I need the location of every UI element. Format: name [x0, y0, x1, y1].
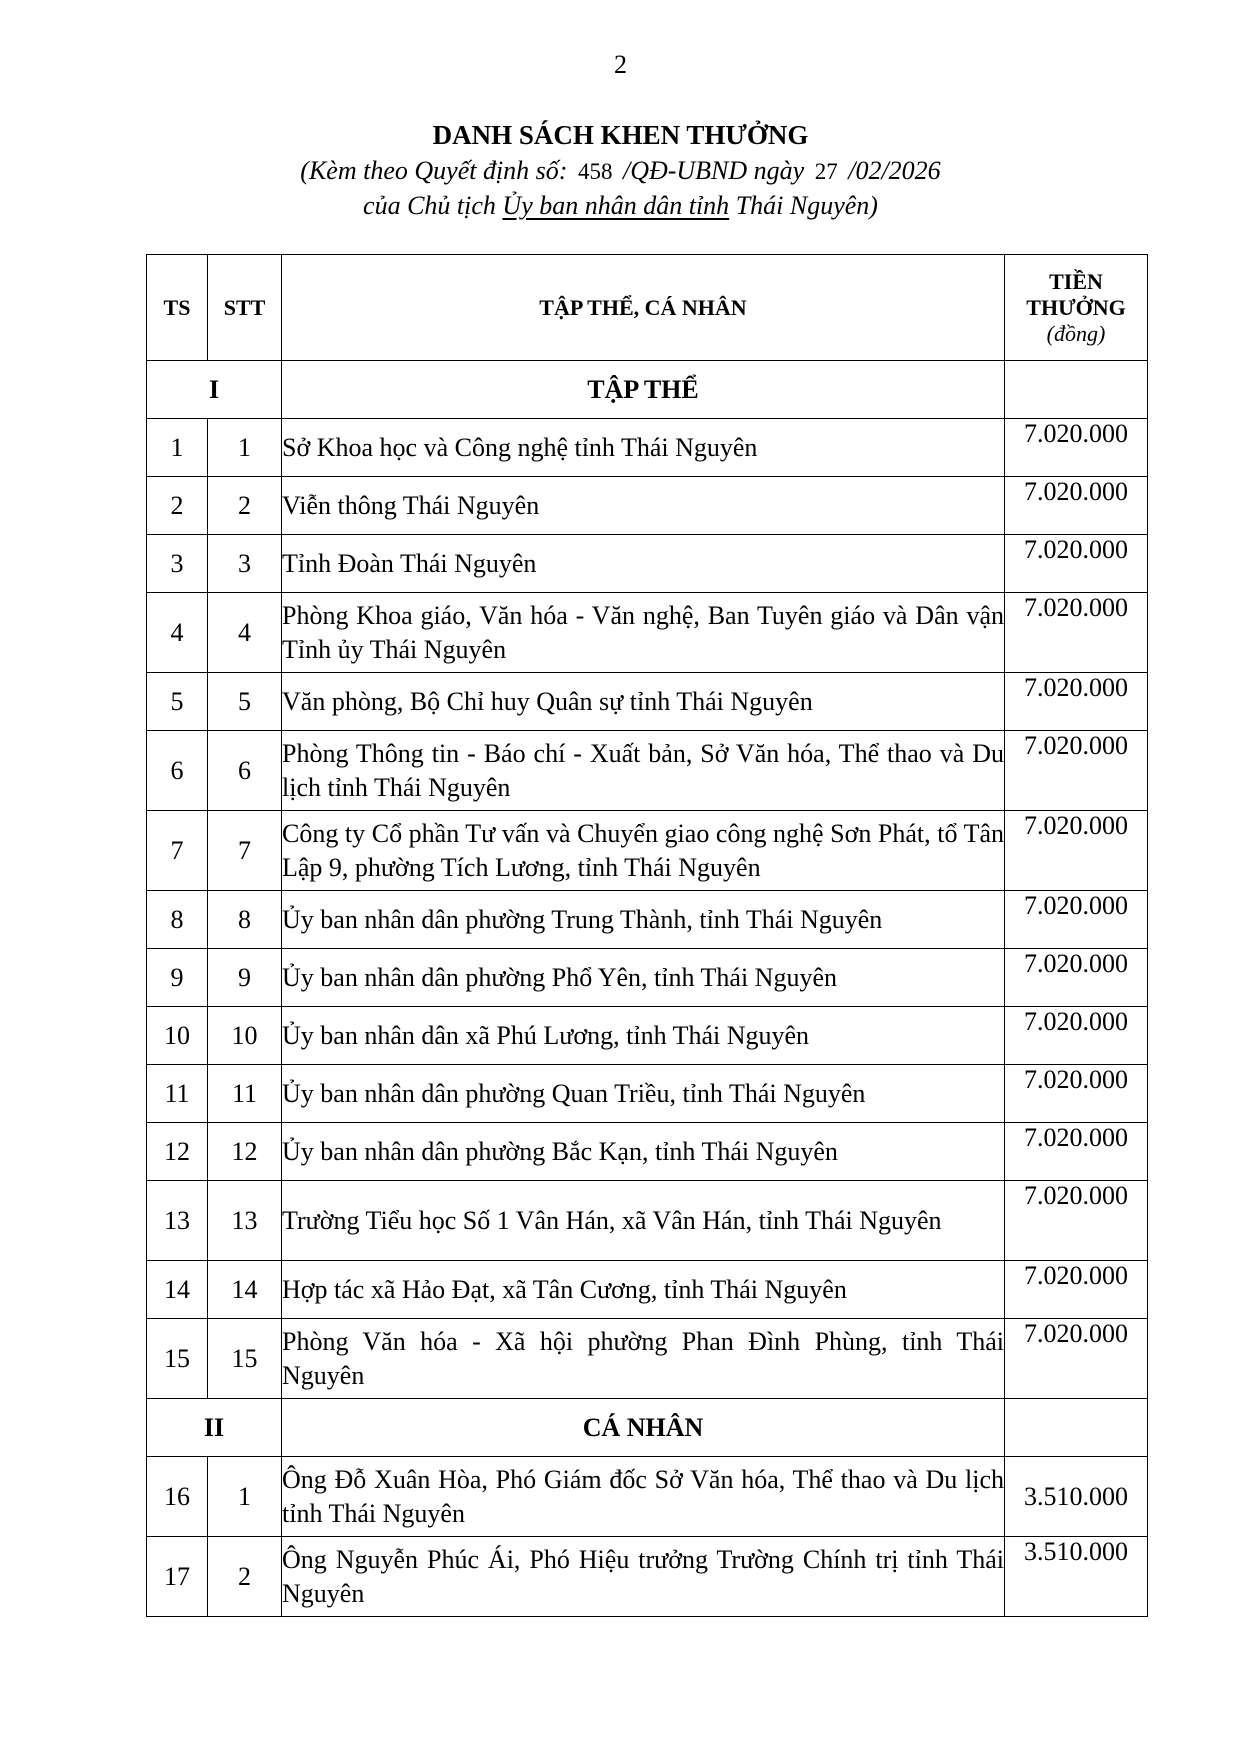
table-row [147, 673, 1148, 731]
row-ts: 16 [147, 1457, 208, 1537]
row-stt: 3 [208, 535, 282, 593]
row-ts: 5 [147, 673, 208, 731]
row-ts: 8 [147, 891, 208, 949]
row-name: Ủy ban nhân dân phường Phổ Yên, tỉnh Thái Nguyên [282, 949, 1005, 1007]
document-subtitle [0, 154, 1241, 223]
row-amount: 3.510.000 [1005, 1537, 1148, 1617]
header-amount-line1: TIỀN [1049, 268, 1103, 294]
header-amount-unit: (đồng) [1046, 320, 1106, 346]
subtitle-text: /02/2026 [848, 156, 941, 185]
row-ts: 14 [147, 1261, 208, 1319]
row-name: Ủy ban nhân dân xã Phú Lương, tỉnh Thái Nguyên [282, 1007, 1005, 1065]
row-amount: 7.020.000 [1005, 419, 1148, 477]
section-roman: I [147, 361, 282, 419]
row-ts: 9 [147, 949, 208, 1007]
page-number: 2 [614, 50, 627, 79]
decision-number: 458 [577, 159, 613, 184]
row-name: Văn phòng, Bộ Chỉ huy Quân sự tỉnh Thái Nguyên [282, 673, 1005, 731]
table-row [147, 891, 1148, 949]
row-amount: 7.020.000 [1005, 1181, 1148, 1261]
header-stt: STT [208, 255, 282, 361]
subtitle-line-1 [0, 154, 1241, 189]
row-amount: 7.020.000 [1005, 811, 1148, 891]
section-title: TẬP THỂ [282, 361, 1005, 419]
row-stt: 7 [208, 811, 282, 891]
row-amount: 7.020.000 [1005, 1319, 1148, 1399]
row-name: Ủy ban nhân dân phường Trung Thành, tỉnh Thái Nguyên [282, 891, 1005, 949]
table-row [147, 731, 1148, 811]
section-amount-empty [1005, 1399, 1148, 1457]
table-row [147, 477, 1148, 535]
table-row [147, 811, 1148, 891]
section-amount-empty [1005, 361, 1148, 419]
row-ts: 10 [147, 1007, 208, 1065]
table-row [147, 1261, 1148, 1319]
row-stt: 11 [208, 1065, 282, 1123]
table-row [147, 1537, 1148, 1617]
subtitle-text: Thái Nguyên) [735, 191, 878, 220]
table-body [147, 361, 1148, 1617]
header-name: TẬP THỂ, CÁ NHÂN [282, 255, 1005, 361]
subtitle-line-2 [0, 189, 1241, 223]
award-table [146, 254, 1148, 1617]
row-ts: 13 [147, 1181, 208, 1261]
table-header-row [147, 255, 1148, 361]
row-amount: 7.020.000 [1005, 1065, 1148, 1123]
table-row [147, 1319, 1148, 1399]
row-amount: 7.020.000 [1005, 673, 1148, 731]
row-name: Trường Tiểu học Số 1 Vân Hán, xã Vân Hán, tỉnh Thái Nguyên [282, 1181, 1005, 1261]
row-name: Phòng Khoa giáo, Văn hóa - Văn nghệ, Ban Tuyên giáo và Dân vận Tỉnh ủy Thái Nguyên [282, 593, 1005, 673]
header-amount-line2: THƯỞNG [1026, 294, 1126, 320]
row-stt: 2 [208, 1537, 282, 1617]
subtitle-text: của Chủ tịch [363, 191, 496, 220]
subtitle-text: (Kèm theo Quyết định số: [300, 156, 568, 185]
table-row [147, 949, 1148, 1007]
row-stt: 5 [208, 673, 282, 731]
row-ts: 1 [147, 419, 208, 477]
table-row [147, 1065, 1148, 1123]
row-stt: 1 [208, 1457, 282, 1537]
header-ts: TS [147, 255, 208, 361]
section-title: CÁ NHÂN [282, 1399, 1005, 1457]
row-name: Ủy ban nhân dân phường Quan Triều, tỉnh Thái Nguyên [282, 1065, 1005, 1123]
table-row [147, 1457, 1148, 1537]
row-ts: 12 [147, 1123, 208, 1181]
header-amount [1005, 255, 1148, 361]
row-amount: 7.020.000 [1005, 731, 1148, 811]
row-stt: 6 [208, 731, 282, 811]
section-row [147, 361, 1148, 419]
section-roman: II [147, 1399, 282, 1457]
row-ts: 11 [147, 1065, 208, 1123]
row-amount: 7.020.000 [1005, 1007, 1148, 1065]
row-stt: 13 [208, 1181, 282, 1261]
row-stt: 15 [208, 1319, 282, 1399]
decision-day: 27 [814, 159, 838, 184]
row-stt: 8 [208, 891, 282, 949]
row-amount: 7.020.000 [1005, 949, 1148, 1007]
row-name: Sở Khoa học và Công nghệ tỉnh Thái Nguyên [282, 419, 1005, 477]
row-ts: 3 [147, 535, 208, 593]
row-amount: 7.020.000 [1005, 477, 1148, 535]
row-ts: 17 [147, 1537, 208, 1617]
row-name: Tỉnh Đoàn Thái Nguyên [282, 535, 1005, 593]
row-name: Hợp tác xã Hảo Đạt, xã Tân Cương, tỉnh Thái Nguyên [282, 1261, 1005, 1319]
row-amount: 7.020.000 [1005, 891, 1148, 949]
table-row [147, 1181, 1148, 1261]
row-amount: 7.020.000 [1005, 1261, 1148, 1319]
row-amount: 7.020.000 [1005, 593, 1148, 673]
row-stt: 12 [208, 1123, 282, 1181]
subtitle-underlined-text: Ủy ban nhân dân tỉnh [502, 191, 730, 220]
row-stt: 1 [208, 419, 282, 477]
row-stt: 9 [208, 949, 282, 1007]
row-name: Ông Đỗ Xuân Hòa, Phó Giám đốc Sở Văn hóa, Thể thao và Du lịch tỉnh Thái Nguyên [282, 1457, 1005, 1537]
row-name: Ông Nguyễn Phúc Ái, Phó Hiệu trưởng Trường Chính trị tỉnh Thái Nguyên [282, 1537, 1005, 1617]
table-row [147, 419, 1148, 477]
row-stt: 14 [208, 1261, 282, 1319]
row-name: Phòng Văn hóa - Xã hội phường Phan Đình Phùng, tỉnh Thái Nguyên [282, 1319, 1005, 1399]
subtitle-text: /QĐ-UBND ngày [622, 156, 805, 185]
section-row [147, 1399, 1148, 1457]
row-ts: 7 [147, 811, 208, 891]
row-name: Ủy ban nhân dân phường Bắc Kạn, tỉnh Thái Nguyên [282, 1123, 1005, 1181]
row-stt: 10 [208, 1007, 282, 1065]
row-ts: 6 [147, 731, 208, 811]
row-amount: 3.510.000 [1005, 1457, 1148, 1537]
row-amount: 7.020.000 [1005, 1123, 1148, 1181]
table-row [147, 1123, 1148, 1181]
row-stt: 2 [208, 477, 282, 535]
row-name: Viễn thông Thái Nguyên [282, 477, 1005, 535]
row-amount: 7.020.000 [1005, 535, 1148, 593]
document-title: DANH SÁCH KHEN THƯỞNG [432, 120, 809, 150]
row-ts: 2 [147, 477, 208, 535]
table-row [147, 1007, 1148, 1065]
row-name: Công ty Cổ phần Tư vấn và Chuyển giao công nghệ Sơn Phát, tổ Tân Lập 9, phường Tích Lương, tỉnh Thái Nguyên [282, 811, 1005, 891]
row-stt: 4 [208, 593, 282, 673]
row-ts: 4 [147, 593, 208, 673]
table-row [147, 593, 1148, 673]
table-row [147, 535, 1148, 593]
row-ts: 15 [147, 1319, 208, 1399]
row-name: Phòng Thông tin - Báo chí - Xuất bản, Sở Văn hóa, Thể thao và Du lịch tỉnh Thái Nguyên [282, 731, 1005, 811]
